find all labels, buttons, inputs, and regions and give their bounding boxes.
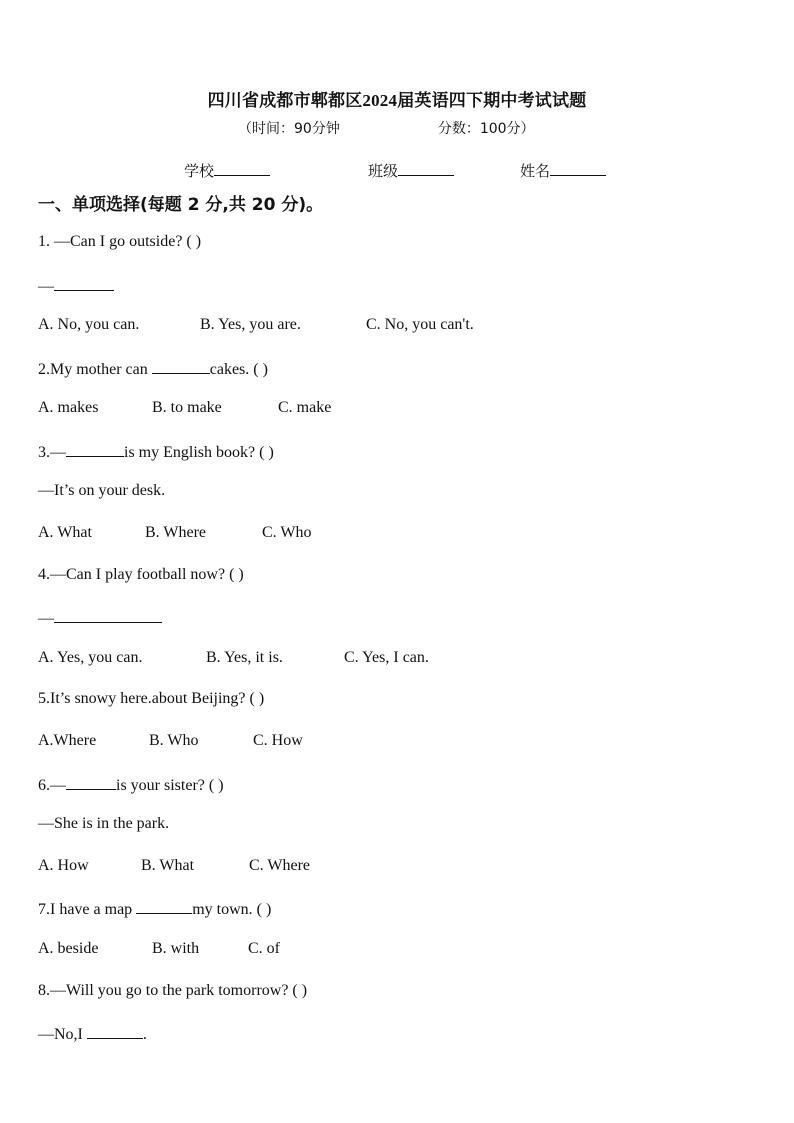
question-2-text-b: cakes. ( ) (209, 361, 268, 378)
answer-blank[interactable] (66, 774, 116, 790)
answer-blank[interactable] (152, 358, 210, 374)
question-4: 4.—Can I play football now? ( ) (38, 566, 244, 583)
option-c[interactable]: C. Who (262, 524, 312, 541)
option-c[interactable]: C. Where (249, 857, 311, 874)
question-4-reply (38, 607, 162, 628)
question-8-reply-text: —No,I (38, 1026, 83, 1043)
question-1-reply (38, 275, 114, 296)
question-2 (38, 358, 268, 379)
question-2-options (38, 399, 331, 417)
option-c[interactable]: C. No, you can't. (366, 316, 474, 333)
question-6-reply: —She is in the park. (38, 815, 170, 832)
option-b[interactable]: B. to make (152, 399, 222, 416)
option-b[interactable]: B. Yes, you are. (200, 316, 301, 333)
reply-dash: — (38, 610, 54, 627)
exam-time: （时间：90分钟 (238, 121, 340, 137)
question-7-text-b: my town. ( ) (192, 901, 272, 918)
question-7-text-a: 7.I have a map (38, 901, 133, 918)
option-a[interactable]: A. makes (38, 399, 99, 416)
section-heading: 一、单项选择(每题 2 分,共 20 分)。 (38, 195, 324, 215)
question-1-options (38, 316, 474, 334)
option-c[interactable]: C. Yes, I can. (344, 649, 429, 666)
question-8: 8.—Will you go to the park tomorrow? ( ) (38, 982, 308, 999)
question-8-reply (38, 1023, 147, 1044)
question-6-text-a: 6.— (38, 777, 66, 794)
answer-blank[interactable] (54, 607, 162, 623)
question-6-options (38, 857, 310, 875)
option-b[interactable]: B. Where (145, 524, 207, 541)
option-b[interactable]: B. Yes, it is. (206, 649, 283, 666)
answer-blank[interactable] (66, 441, 124, 457)
class-label: 班级 (368, 162, 399, 180)
name-label: 姓名 (520, 162, 551, 180)
question-7-options (38, 940, 280, 958)
answer-blank[interactable] (87, 1023, 143, 1039)
school-label: 学校 (184, 162, 215, 180)
school-field (184, 160, 270, 181)
question-6-text-b: is your sister? ( ) (116, 777, 224, 794)
question-7 (38, 898, 271, 919)
class-blank[interactable] (398, 161, 454, 176)
question-3-options (38, 524, 311, 542)
option-b[interactable]: B. What (141, 857, 195, 874)
option-c[interactable]: C. make (278, 399, 332, 416)
name-blank[interactable] (550, 161, 606, 176)
question-4-options (38, 649, 429, 667)
answer-blank[interactable] (54, 275, 114, 291)
option-b[interactable]: B. with (152, 940, 200, 957)
name-field (520, 160, 606, 181)
question-8-reply-end: . (142, 1026, 147, 1043)
option-a[interactable]: A. beside (38, 940, 99, 957)
question-1: 1. —Can I go outside? ( ) (38, 233, 202, 250)
question-3-reply: —It’s on your desk. (38, 482, 166, 499)
option-c[interactable]: C. of (248, 940, 280, 957)
reply-dash: — (38, 278, 54, 295)
option-c[interactable]: C. How (253, 732, 303, 749)
question-2-text-a: 2.My mother can (38, 361, 148, 378)
question-3-text-b: is my English book? ( ) (124, 444, 274, 461)
question-5: 5.It’s snowy here.about Beijing? ( ) (38, 690, 265, 707)
question-6 (38, 774, 224, 795)
page-title: 四川省成都市郫都区2024届英语四下期中考试试题 (207, 91, 587, 110)
question-5-options (38, 732, 303, 750)
option-a[interactable]: A. No, you can. (38, 316, 140, 333)
question-3-text-a: 3.— (38, 444, 66, 461)
option-b[interactable]: B. Who (149, 732, 199, 749)
exam-meta (238, 118, 535, 138)
school-blank[interactable] (214, 161, 270, 176)
option-a[interactable]: A. What (38, 524, 92, 541)
option-a[interactable]: A. How (38, 857, 89, 874)
answer-blank[interactable] (136, 898, 192, 914)
question-3 (38, 441, 274, 462)
option-a[interactable]: A. Yes, you can. (38, 649, 143, 666)
option-a[interactable]: A.Where (38, 732, 97, 749)
class-field (368, 160, 454, 181)
exam-score: 分数：100分） (437, 121, 535, 137)
